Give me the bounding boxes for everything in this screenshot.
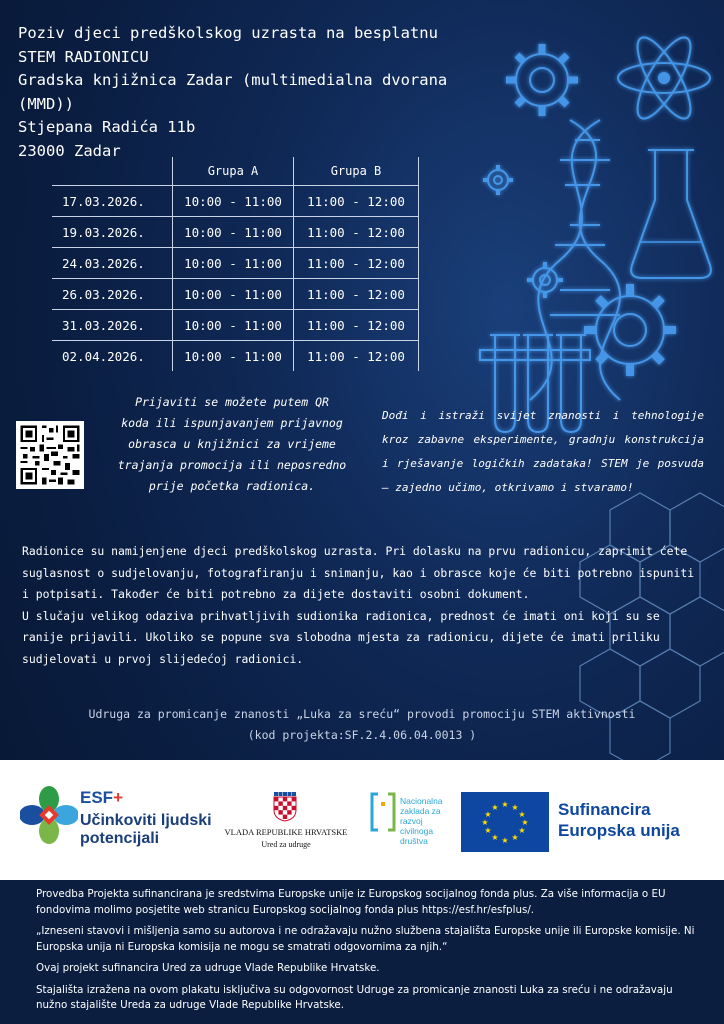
- registration-text: [100, 392, 364, 497]
- croatian-government-name: VLADA REPUBLIKE HRVATSKE: [224, 827, 348, 837]
- table-row: [52, 279, 419, 310]
- svg-text:★: ★: [491, 803, 499, 812]
- header-line: Gradska knjižnica Zadar (multimedialna dvorana: [18, 71, 448, 89]
- time-cell: 11:00 - 12:00: [294, 310, 419, 341]
- nz-line: razvoj: [400, 816, 423, 826]
- footer-line: Stajališta izražena na ovom plakatu isključiva su odgovornost Udruge za promicanje znanosti Luka za sreću i ne odražavaju nužno stajalište Ureda za udruge Vlade Republike Hrvatske.: [36, 983, 673, 1011]
- table-header: [52, 157, 173, 186]
- footer-paragraph: „Izneseni stavovi i mišljenja samo su autorova i ne odražavaju nužno službena stajališta Europske unije ili Europske komisije. Ni Europska unija ni Europska komisija ne mogu se smatrati odgovornima za njih.“: [36, 925, 695, 953]
- svg-text:★: ★: [484, 826, 492, 835]
- svg-text:★: ★: [501, 836, 509, 845]
- footer-paragraph: Provedba Projekta sufinancirana je sredstvima Europske unije iz Europskog socijalnog fonda plus. Za više informacija o EU fondovima molimo posjetite web stranicu Europskog socijalnog fonda plus https://esf.hr/esfplus/.: [36, 888, 666, 916]
- eu-line: Sufinancira: [558, 800, 651, 819]
- nz-bracket-icon: [370, 792, 396, 832]
- time-cell: 10:00 - 11:00: [173, 248, 294, 279]
- date-cell: 24.03.2026.: [52, 248, 173, 279]
- croatian-coat-of-arms-icon: [273, 792, 297, 822]
- gear-icon: [506, 44, 578, 116]
- time-cell: 10:00 - 11:00: [173, 217, 294, 248]
- esf-line: Učinkoviti ljudski: [80, 812, 212, 829]
- footer-text: [36, 887, 706, 1014]
- svg-text:★: ★: [521, 818, 529, 827]
- body-paragraph: U slučaju velikog odaziva prihvatljivih sudionika radionica, prednost će imati oni koji su se ranije prijavili. Ukoliko se popune sva slobodna mjesta za radionicu, dijete će imati priliku sudjelovati u prvoj slijedećoj radionici.: [22, 608, 660, 666]
- svg-text:★: ★: [511, 833, 519, 842]
- flask-icon: [631, 150, 711, 278]
- time-cell: 10:00 - 11:00: [173, 279, 294, 310]
- date-cell: 19.03.2026.: [52, 217, 173, 248]
- svg-text:★: ★: [491, 833, 499, 842]
- svg-text:★: ★: [481, 818, 489, 827]
- esf-flower-icon: [20, 785, 78, 845]
- esf-logo-title: [80, 788, 123, 808]
- registration-line: prije početka radionica.: [148, 479, 316, 493]
- gear-icon: [527, 262, 563, 298]
- time-cell: 10:00 - 11:00: [173, 310, 294, 341]
- eu-line: Europska unija: [558, 821, 680, 840]
- project-code: (kod projekta:SF.2.4.06.04.0013 ): [247, 728, 477, 742]
- header-line: STEM RADIONICU: [18, 47, 149, 66]
- footer-line: Ovaj projekt sufinancira Ured za udruge Vlade Republike Hrvatske.: [36, 962, 380, 974]
- registration-line: obrasca u knjižnici za vrijeme: [128, 437, 336, 451]
- header-line: (MMD)): [18, 94, 74, 113]
- date-cell: 31.03.2026.: [52, 310, 173, 341]
- atom-icon: [618, 31, 710, 126]
- nz-line: društva: [400, 836, 428, 846]
- esf-title-text: ESF: [80, 788, 114, 807]
- nz-line: civilnoga: [400, 826, 434, 836]
- time-cell: 10:00 - 11:00: [173, 341, 294, 372]
- svg-text:★: ★: [518, 826, 526, 835]
- header-line: Stjepana Radića 11b: [18, 118, 196, 136]
- nz-line: zaklada za: [400, 806, 441, 816]
- date-cell: 26.03.2026.: [52, 279, 173, 310]
- promo-text: [0, 704, 724, 746]
- nz-logo-text: [400, 796, 443, 846]
- schedule-table: [52, 157, 419, 371]
- registration-line: Prijaviti se možete putem QR: [135, 395, 329, 409]
- body-text: [22, 541, 702, 670]
- explore-text: Dođi i istraži svijet znanosti i tehnologije kroz zabavne eksperimente, gradnju konstrukcija i rješavanje logičkih zadataka! STEM je posvuda – zajedno učimo, otkrivamo i stvaramo!: [382, 409, 704, 494]
- svg-text:★: ★: [511, 803, 519, 812]
- table-header-row: [52, 157, 419, 186]
- svg-text:★: ★: [501, 800, 509, 809]
- table-row: [52, 341, 419, 372]
- registration-line: koda ili ispunjavanjem prijavnog: [121, 416, 343, 430]
- table-row: [52, 248, 419, 279]
- office-name: Ured za udruge: [261, 840, 311, 849]
- table-row: [52, 186, 419, 217]
- time-cell: 11:00 - 12:00: [294, 217, 419, 248]
- time-cell: 11:00 - 12:00: [294, 248, 419, 279]
- date-cell: 17.03.2026.: [52, 186, 173, 217]
- registration-line: trajanja promocija ili neposredno: [117, 458, 347, 472]
- date-cell: 02.04.2026.: [52, 341, 173, 372]
- svg-text:★: ★: [484, 810, 492, 819]
- esf-plus: +: [113, 788, 123, 807]
- eu-flag-icon: [461, 792, 549, 852]
- body-paragraph: Radionice su namijenjene djeci predškolskog uzrasta. Pri dolasku na prvu radionicu, zaprimit ćete suglasnost o sudjelovanju, fotografiranju i snimanju, kao i obrasce koje će biti potrebno ispuniti i potpisati. Također će biti potrebno za dijete dostaviti osobni dokument.: [22, 544, 695, 601]
- gear-icon: [483, 165, 513, 195]
- header: [18, 22, 447, 163]
- esf-line: potencijali: [80, 830, 160, 847]
- svg-text:★: ★: [518, 810, 526, 819]
- time-cell: 11:00 - 12:00: [294, 186, 419, 217]
- time-cell: 11:00 - 12:00: [294, 341, 419, 372]
- table-row: [52, 310, 419, 341]
- header-line: 23000 Zadar: [18, 141, 121, 160]
- logo-strip: [0, 760, 724, 880]
- eu-cofunded-text: [558, 799, 680, 841]
- footer: [0, 880, 724, 1024]
- time-cell: 10:00 - 11:00: [173, 186, 294, 217]
- esf-logo-subtitle: [80, 812, 212, 848]
- promo-line: Udruga za promicanje znanosti „Luka za sreću“ provodi promociju STEM aktivnosti: [88, 707, 636, 721]
- qr-code-icon[interactable]: [16, 421, 84, 489]
- nz-line: Nacionalna: [400, 796, 443, 806]
- table-row: [52, 217, 419, 248]
- time-cell: 11:00 - 12:00: [294, 279, 419, 310]
- header-line: Poziv djeci predškolskog uzrasta na besplatnu: [18, 24, 438, 42]
- table-header: Grupa B: [294, 157, 419, 186]
- gear-icon: [584, 284, 676, 376]
- table-header: Grupa A: [173, 157, 294, 186]
